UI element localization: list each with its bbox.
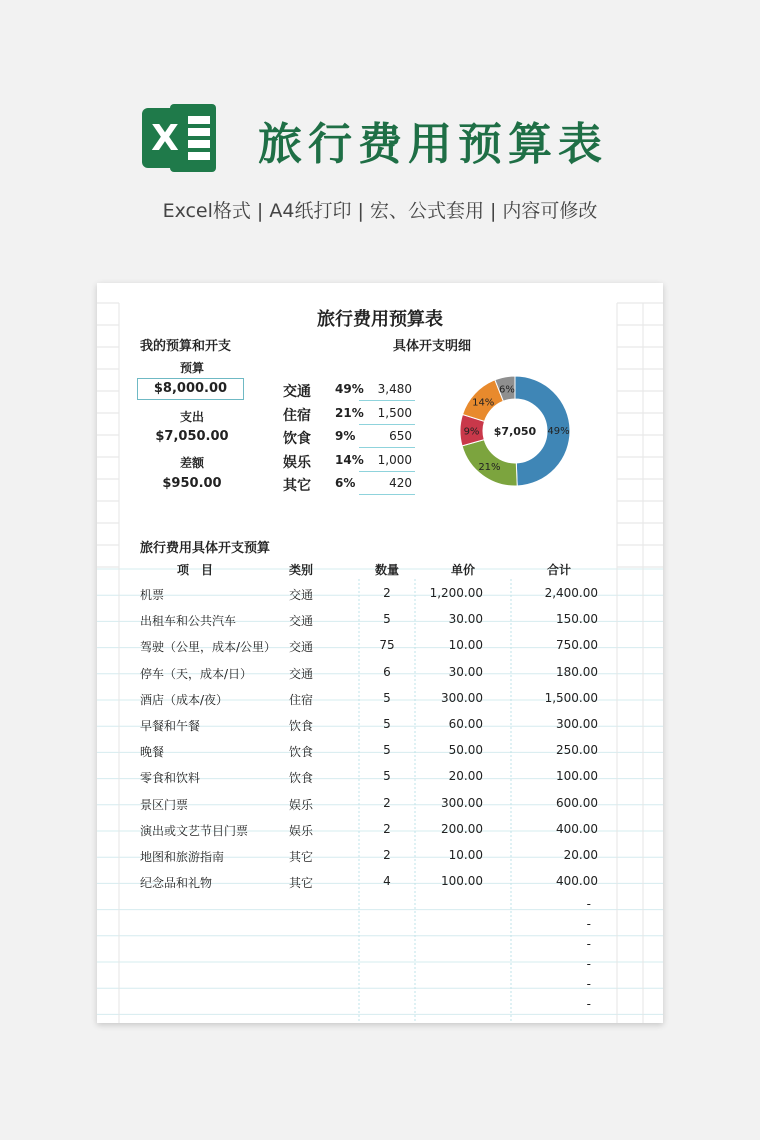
category-underline [359, 400, 415, 401]
quantity-cell[interactable]: 2 [383, 795, 391, 810]
empty-total-cell[interactable]: - [586, 997, 591, 1011]
total-cell[interactable]: 20.00 [563, 848, 598, 862]
total-cell[interactable]: 400.00 [556, 874, 598, 889]
budget-label: 预算 [179, 361, 204, 375]
category-amount[interactable]: 1,000 [377, 452, 412, 467]
item-cell[interactable]: 早餐和午餐 [140, 719, 201, 733]
quantity-cell[interactable]: 5 [383, 769, 391, 784]
empty-total-cell[interactable]: - [586, 917, 591, 931]
total-cell[interactable]: 400.00 [556, 821, 598, 836]
expense-donut-chart [455, 371, 575, 491]
category-cell[interactable]: 娱乐 [289, 797, 314, 812]
total-cell[interactable]: 100.00 [556, 769, 598, 784]
item-cell[interactable]: 机票 [140, 588, 165, 602]
category-name: 饮食 [283, 431, 311, 448]
quantity-cell[interactable]: 2 [383, 821, 391, 836]
donut-data-label: 21% [478, 462, 501, 474]
total-cell[interactable]: 1,500.00 [544, 690, 598, 705]
summary-heading: 我的预算和开支 [140, 339, 232, 354]
unit-price-cell[interactable]: 200.00 [441, 821, 483, 836]
category-name: 其它 [283, 478, 311, 495]
category-cell[interactable]: 饮食 [289, 771, 314, 786]
expense-label: 支出 [179, 410, 204, 424]
unit-price-cell[interactable]: 20.00 [448, 769, 483, 784]
poster-title: 旅行费用预算表 [258, 119, 608, 170]
category-underline [359, 494, 415, 495]
poster-header [0, 0, 760, 280]
diff-value: $950.00 [162, 476, 222, 491]
expense-value: $7,050.00 [155, 429, 229, 444]
total-cell[interactable]: 300.00 [556, 717, 598, 731]
excel-logo-letter: X [151, 118, 179, 159]
poster-tagline: Excel格式 | A4纸打印 | 宏、公式套用 | 内容可修改 [162, 200, 598, 222]
category-percent: 6% [335, 476, 356, 491]
category-name: 住宿 [283, 407, 311, 424]
category-amount[interactable]: 420 [389, 476, 412, 491]
category-cell[interactable]: 其它 [289, 850, 314, 864]
category-amount[interactable]: 1,500 [377, 405, 412, 420]
category-underline [359, 424, 415, 425]
total-cell[interactable]: 2,400.00 [544, 586, 598, 600]
item-cell[interactable]: 驾驶（公里，成本/公里） [140, 640, 277, 655]
category-underline [359, 447, 415, 448]
empty-total-cell[interactable]: - [586, 957, 591, 971]
total-cell[interactable]: 250.00 [556, 743, 598, 758]
category-cell[interactable]: 交通 [289, 640, 314, 655]
column-header: 类别 [289, 563, 314, 577]
category-cell[interactable]: 饮食 [289, 719, 314, 733]
unit-price-cell[interactable]: 60.00 [448, 717, 483, 731]
category-underline [359, 471, 415, 472]
unit-price-cell[interactable]: 300.00 [441, 795, 483, 810]
donut-center-label: $7,050 [493, 425, 537, 438]
category-percent: 14% [335, 452, 364, 467]
unit-price-cell[interactable]: 10.00 [448, 638, 483, 653]
category-cell[interactable]: 住宿 [289, 692, 314, 707]
empty-total-cell[interactable]: - [586, 937, 591, 951]
category-cell[interactable]: 娱乐 [289, 823, 314, 838]
item-cell[interactable]: 演出或文艺节目门票 [140, 823, 249, 838]
total-cell[interactable]: 600.00 [556, 795, 598, 810]
detail-heading: 具体开支明细 [393, 339, 472, 354]
item-cell[interactable]: 零食和饮料 [140, 771, 201, 786]
category-cell[interactable]: 饮食 [289, 745, 314, 760]
quantity-cell[interactable]: 5 [383, 690, 391, 705]
quantity-cell[interactable]: 5 [383, 612, 391, 627]
category-cell[interactable]: 交通 [289, 666, 314, 681]
category-cell[interactable]: 交通 [289, 588, 314, 602]
total-cell[interactable]: 750.00 [556, 638, 598, 653]
quantity-cell[interactable]: 2 [383, 848, 391, 862]
column-header: 单价 [450, 563, 475, 577]
unit-price-cell[interactable]: 300.00 [441, 690, 483, 705]
donut-data-label: 6% [498, 384, 515, 396]
item-cell[interactable]: 纪念品和礼物 [140, 876, 213, 891]
item-cell[interactable]: 酒店（成本/夜） [140, 692, 229, 707]
item-cell[interactable]: 景区门票 [140, 797, 189, 812]
item-cell[interactable]: 晚餐 [140, 745, 165, 760]
donut-data-label: 14% [472, 397, 495, 409]
total-cell[interactable]: 180.00 [556, 664, 598, 679]
column-header: 项 目 [177, 563, 214, 577]
category-cell[interactable]: 其它 [289, 876, 314, 891]
budget-value-cell[interactable]: $8,000.00 [137, 378, 244, 400]
column-header: 合计 [546, 563, 571, 577]
unit-price-cell[interactable]: 50.00 [448, 743, 483, 758]
diff-label: 差额 [179, 456, 204, 470]
quantity-cell[interactable]: 6 [383, 664, 391, 679]
unit-price-cell[interactable]: 30.00 [448, 612, 483, 627]
category-percent: 9% [335, 429, 356, 444]
quantity-cell[interactable]: 5 [383, 717, 391, 731]
unit-price-cell[interactable]: 100.00 [441, 874, 483, 889]
empty-total-cell[interactable]: - [586, 977, 591, 991]
table-heading: 旅行费用具体开支预算 [140, 541, 271, 556]
excel-logo-icon [140, 98, 220, 178]
unit-price-cell[interactable]: 30.00 [448, 664, 483, 679]
column-header: 数量 [374, 563, 399, 577]
item-cell[interactable]: 出租车和公共汽车 [140, 614, 237, 629]
total-cell[interactable]: 150.00 [556, 612, 598, 627]
unit-price-cell[interactable]: 1,200.00 [429, 586, 483, 600]
donut-data-label: 49% [547, 426, 570, 438]
unit-price-cell[interactable]: 10.00 [448, 848, 483, 862]
category-amount[interactable]: 650 [389, 429, 412, 444]
quantity-cell[interactable]: 4 [383, 874, 391, 889]
item-cell[interactable]: 停车（天，成本/日） [140, 666, 253, 681]
category-percent: 49% [335, 382, 364, 396]
spreadsheet-page [97, 283, 663, 1023]
category-name: 娱乐 [283, 454, 311, 471]
empty-total-cell[interactable]: - [586, 897, 591, 911]
quantity-cell[interactable]: 75 [379, 638, 395, 653]
donut-data-label: 9% [463, 426, 480, 438]
sheet-title: 旅行费用预算表 [317, 309, 443, 330]
category-name: 交通 [283, 384, 311, 400]
category-cell[interactable]: 交通 [289, 614, 314, 629]
item-cell[interactable]: 地图和旅游指南 [140, 850, 225, 864]
category-amount[interactable]: 3,480 [377, 382, 412, 396]
quantity-cell[interactable]: 2 [383, 586, 391, 600]
quantity-cell[interactable]: 5 [383, 743, 391, 758]
category-percent: 21% [335, 405, 364, 420]
